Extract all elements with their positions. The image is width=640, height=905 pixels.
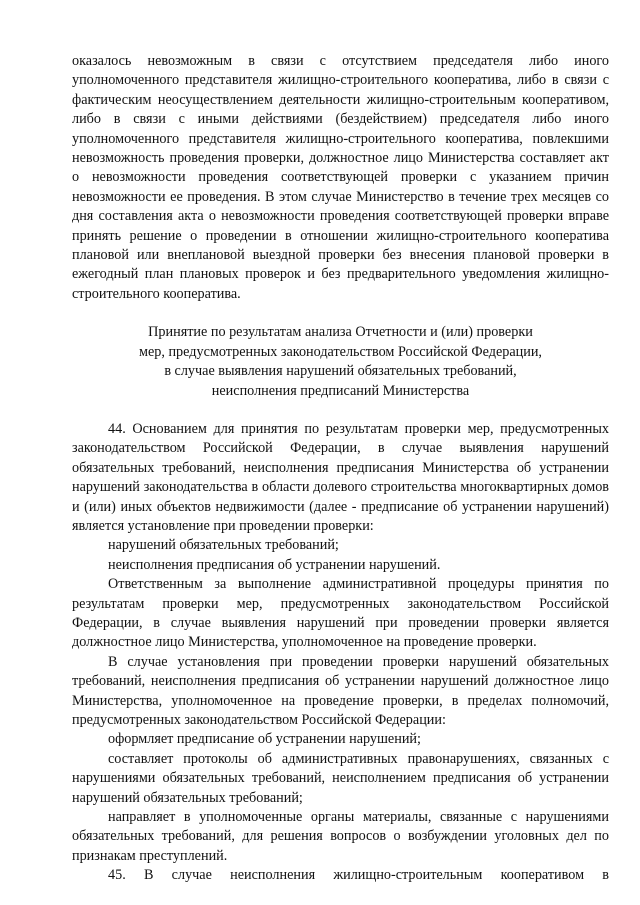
paragraph-45: 45. В случае неисполнения жилищно-строительным кооперативом в [108, 867, 609, 884]
list-item: составляет протоколы об административных правонарушениях, связанных с нарушениями обязательных требований, неисполнением предписания об устранении нарушений обязательных требований; [72, 750, 609, 806]
paragraph-case: В случае установления при проведении проверки нарушений обязательных требований, неисполнения предписания об устранении нарушений должностное лицо Министерства, уполномоченное на проведение проверки, в пределах полномочий, предусмотренных законодательством Российской Федерации: [72, 653, 609, 728]
list-item: оформляет предписание об устранении нарушений; [108, 731, 421, 748]
heading-line: мер, предусмотренных законодательством Российской Федерации, [139, 343, 542, 360]
heading-line: Принятие по результатам анализа Отчетности и (или) проверки [148, 324, 533, 341]
list-item: неисполнения предписания об устранении нарушений. [108, 556, 441, 573]
paragraph-continuation: оказалось невозможным в связи с отсутствием председателя либо иного уполномоченного представителя жилищно-строительного кооператива, либо в связи с фактическим неосуществлением деятельности жилищно-строительным кооперативом, либо в связи с иными действиями (бездействием) председателя либо иного уполномоченного представителя жилищно-строительного кооператива, повлекшими невозможность проведения проверки, должностное лицо Министерства составляет акт о невозможности проведения соответствующей проверки с указанием причин невозможности ее проведения. В этом случае Министерство в течение трех месяцев со дня составления акта о невозможности проведения соответствующей проверки вправе принять решение о проведении в отношении жилищно-строительного кооператива плановой или внеплановой выездной проверки без внесения плановой проверки в ежегодный план плановых проверок и без предварительного уведомления жилищно-строительного кооператива. [72, 53, 609, 302]
list-item: нарушений обязательных требований; [108, 537, 339, 554]
section-heading [72, 323, 609, 401]
heading-line: неисполнения предписаний Министерства [211, 382, 470, 399]
document-page [72, 52, 609, 886]
list-item: направляет в уполномоченные органы материалы, связанные с нарушениями обязательных требований, для решения вопросов о возбуждении уголовных дел по признакам преступлений. [72, 809, 609, 864]
paragraph-44: 44. Основанием для принятия по результатам проверки мер, предусмотренных законодательством Российской Федерации, в случае выявления нарушений обязательных требований, неисполнения предписания Министерства об устранении нарушений законодательства в области долевого строительства многоквартирных домов и (или) иных объектов недвижимости (далее - предписание об устранении нарушений) является установление при проведении проверки: [72, 420, 609, 534]
heading-line: в случае выявления нарушений обязательных требований, [164, 363, 517, 380]
paragraph-responsible: Ответственным за выполнение административной процедуры принятия по результатам проверки мер, предусмотренных законодательством Российской Федерации, в случае выявления нарушений при проведении проверки является должностное лицо Министерства, уполномоченное на проведение проверки. [72, 576, 609, 651]
